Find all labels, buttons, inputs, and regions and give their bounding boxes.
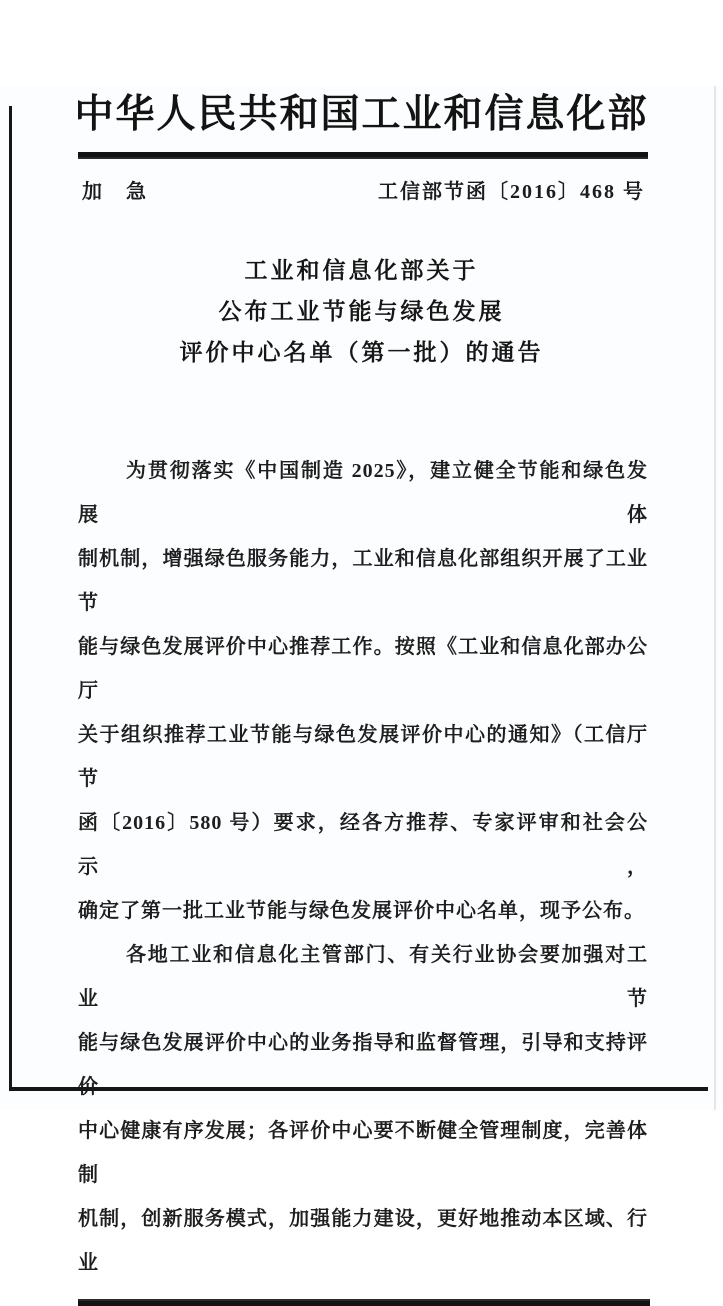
- body-line: 函〔2016〕580 号）要求，经各方推荐、专家评审和社会公示，: [78, 812, 648, 878]
- footer-rule: [78, 1299, 650, 1306]
- body-line: 机制，创新服务模式，加强能力建设，更好地推动本区域、行业: [78, 1208, 648, 1274]
- body-line: 确定了第一批工业节能与绿色发展评价中心名单，现予公布。: [78, 900, 645, 922]
- body-line: 为贯彻落实《中国制造 2025》，建立健全节能和绿色发展体: [78, 460, 648, 526]
- scan-border-bottom: [9, 1087, 708, 1091]
- title-line-2: 公布工业节能与绿色发展: [218, 299, 505, 324]
- body-line: 制机制，增强绿色服务能力，工业和信息化部组织开展了工业节: [78, 548, 648, 614]
- scan-border-right: [714, 86, 716, 1110]
- title-line-1: 工业和信息化部关于: [244, 258, 479, 283]
- urgency-label: 加 急: [82, 181, 148, 203]
- document-number: 工信部节函〔2016〕468 号: [378, 181, 645, 203]
- body-line: 中心健康有序发展；各评价中心要不断健全管理制度，完善体制: [78, 1120, 648, 1186]
- body-line: 关于组织推荐工业节能与绿色发展评价中心的通知》（工信厅节: [78, 724, 648, 790]
- title-line-3: 评价中心名单（第一批）的通告: [179, 340, 544, 365]
- document-body: [78, 449, 648, 1285]
- document-title: [0, 250, 723, 373]
- header-rule: [78, 152, 648, 159]
- scan-border-left: [9, 106, 12, 1091]
- body-line: 各地工业和信息化主管部门、有关行业协会要加强对工业节: [78, 944, 648, 1010]
- body-line: 能与绿色发展评价中心推荐工作。按照《工业和信息化部办公厅: [78, 636, 648, 702]
- body-line: 能与绿色发展评价中心的业务指导和监督管理，引导和支持评: [78, 1032, 648, 1054]
- agency-header: 中华人民共和国工业和信息化部: [74, 93, 649, 136]
- meta-row: [82, 175, 645, 204]
- scanned-document-page: [0, 86, 723, 1274]
